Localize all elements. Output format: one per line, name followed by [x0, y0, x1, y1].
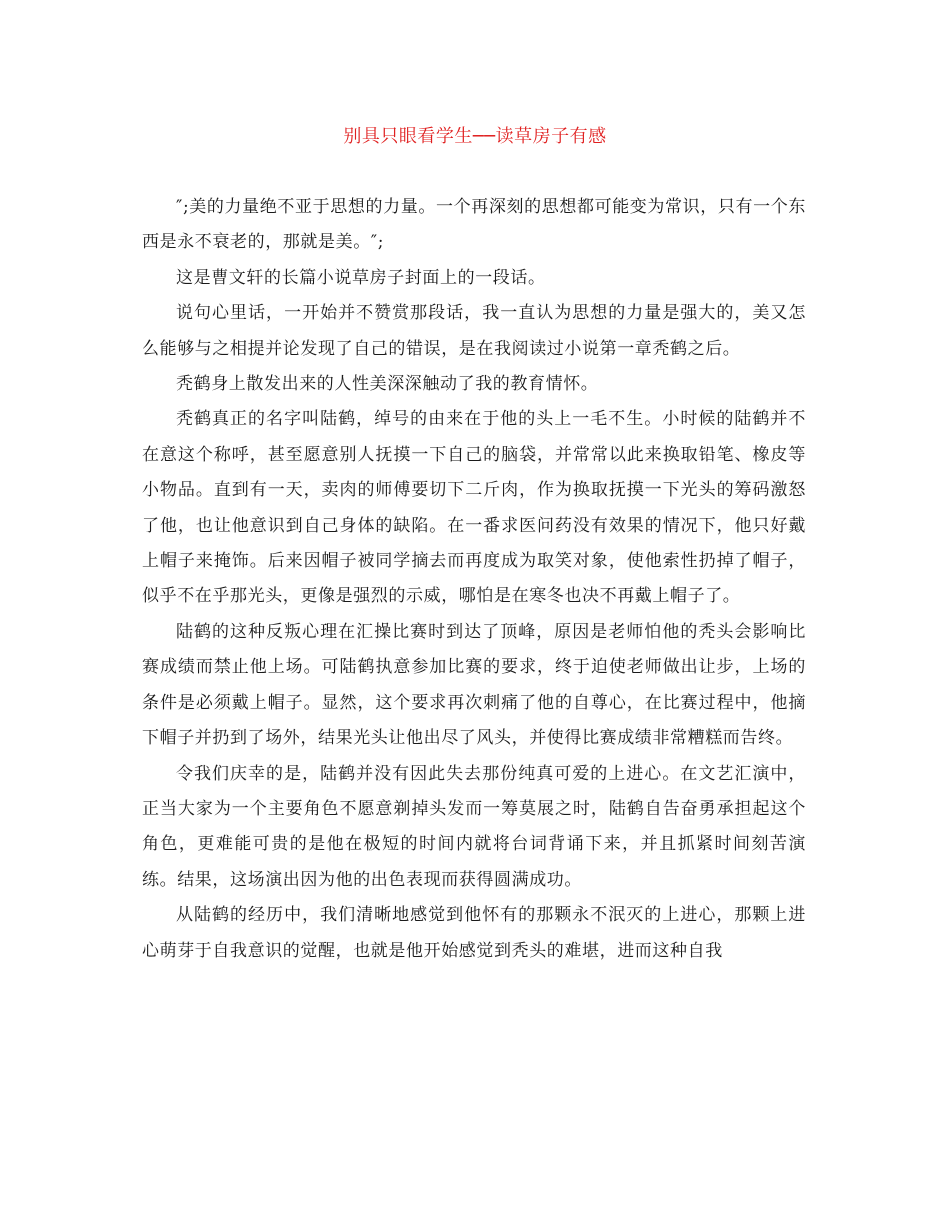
paragraph-performance: 令我们庆幸的是，陆鹤并没有因此失去那份纯真可爱的上进心。在文艺汇演中，正当大家为一个主要角色不愿意剃掉头发而一筹莫展之时，陆鹤自告奋勇承担起这个角色，更难能可贵的是他在极短的时间内就将台词背诵下来，并且抓紧时间刻苦演练。结果，这场演出因为他的出色表现而获得圆满成功。: [142, 763, 806, 890]
paragraph-nickname: 秃鹤真正的名字叫陆鹤，绰号的由来在于他的头上一毛不生。小时候的陆鹤并不在意这个称呼，甚至愿意别人抚摸一下自己的脑袋，并常常以此来换取铅笔、橡皮等小物品。直到有一天，卖肉的师傅要切下二斤肉，作为换取抚摸一下光头的筹码激怒了他，也让他意识到自己身体的缺陷。在一番求医问药没有效果的情况下，他只好戴上帽子来掩饰。后来因帽子被同学摘去而再度成为取笑对象，使他索性扔掉了帽子，似乎不在乎那光头，更像是强烈的示威，哪怕是在寒冬也决不再戴上帽子了。: [142, 409, 806, 607]
document-title: 别具只眼看学生──读草房子有感: [343, 126, 607, 147]
document-body: [142, 190, 806, 969]
paragraph-touched: 秃鹤身上散发出来的人性美深深触动了我的教育情怀。: [176, 374, 599, 395]
paragraph-conclusion: 从陆鹤的经历中，我们清晰地感觉到他怀有的那颗永不泯灭的上进心，那颗上进心萌芽于自我意识的觉醒，也就是他开始感觉到秃头的难堪，进而这种自我: [142, 905, 806, 961]
paragraph-source: 这是曹文轩的长篇小说草房子封面上的一段话。: [176, 267, 546, 288]
paragraph-competition: 陆鹤的这种反叛心理在汇操比赛时到达了顶峰，原因是老师怕他的秃头会影响比赛成绩而禁止他上场。可陆鹤执意参加比赛的要求，终于迫使老师做出让步，上场的条件是必须戴上帽子。显然，这个要求再次刺痛了他的自尊心，在比赛过程中，他摘下帽子并扔到了场外，结果光头让他出尽了风头，并使得比赛成绩非常糟糕而告终。: [142, 621, 806, 749]
paragraph-reflection: 说句心里话，一开始并不赞赏那段话，我一直认为思想的力量是强大的，美又怎么能够与之相提并论发现了自己的错误，是在我阅读过小说第一章秃鹤之后。: [142, 303, 806, 359]
paragraph-quote: ″;美的力量绝不亚于思想的力量。一个再深刻的思想都可能变为常识，只有一个东西是永不衰老的，那就是美。″;: [142, 197, 806, 253]
